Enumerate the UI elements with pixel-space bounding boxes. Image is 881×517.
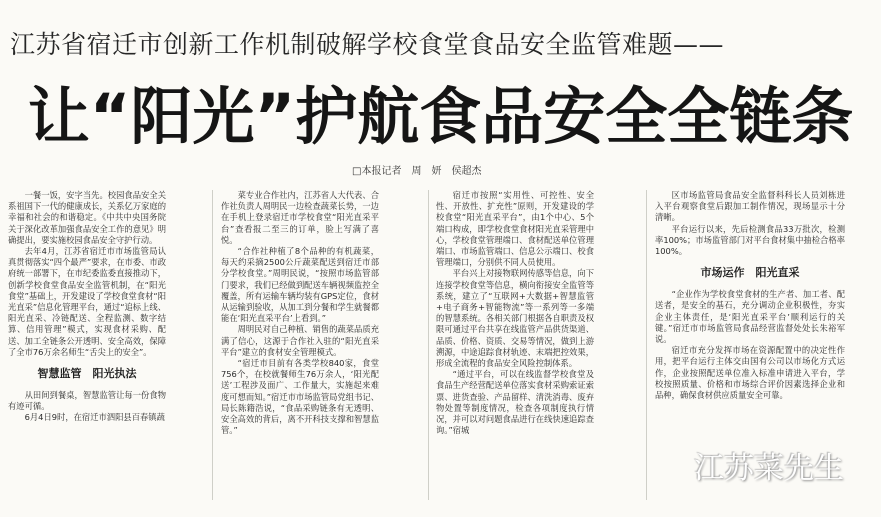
- paragraph: 从田间到餐桌，智慧监管让每一份食物有迹可循。: [8, 390, 166, 412]
- section-heading-market-operation: 市场运作 阳光直采: [700, 266, 800, 280]
- article-byline: □本报记者 周 妍 侯超杰: [352, 166, 482, 177]
- paragraph: “企业作为学校食堂食材的生产者、加工者、配送者，是安全的基石，充分调动企业积极性，夯实企业主体责任，是‘阳光直采平台’顺利运行的关键。”宿迁市市场监管局食品经营监督处处长朱裕军说。: [655, 289, 845, 345]
- paragraph: 宿迁市按照“实用性、可控性、安全性、开放性、扩充性”原则，开发建设的学校食堂“阳光直采平台”，由1个中心、5个端口构成，即学校食堂食材阳光直采管理中心，学校食堂管理端口、食材配送单位管理端口、市场监管端口、信息公示端口、校食管理端口，分别供不同人员使用。: [436, 190, 594, 268]
- column-divider: [646, 190, 647, 500]
- article-column-2: [221, 190, 379, 510]
- article-headline: 让“阳光”护航食品安全全链条: [27, 80, 854, 153]
- paragraph: 一餐一饭，安字当先。校园食品安全关系祖国下一代的健康成长，关系亿万家庭的幸福和社会的和谐稳定。《中共中央国务院关于深化改革加强食品安全工作的意见》明确提出，要实施校园食品安全守护行动。: [8, 190, 166, 245]
- paragraph: “通过平台，可以在线监督学校食堂及食品生产经营配送单位落实食材采购索证索票、进货查验、产品留样、清洗消毒、废弃物处置等制度情况，检查各项制度执行情况，并可以对问题食品进行在线快速追踪查询。”宿城: [436, 369, 594, 436]
- paragraph: “宿迁市目前有各类学校840家，食堂756个，在校就餐师生76万余人，‘阳光配送’工程涉及面广、工作量大，实施起来难度可想而知。”宿迁市市场监管局党组书记、局长陈籍浩说，“食品采购链条有无透明、安全高效的背后，离不开科技支撑和智慧监管。”: [221, 358, 379, 436]
- paragraph: 宿迁市充分发挥市场在资源配置中的决定性作用，把平台运行主体交由国有公司以市场化方式运作，企业按照配送单位准入标准申请进入平台，学校按照质量、价格和市场综合评价因素选择企业和品种，确保食材供应质量安全可靠。: [655, 345, 845, 401]
- paragraph: 6月4日9时，在宿迁市泗阳县百春镇蔬: [24, 412, 165, 423]
- column-divider: [428, 190, 429, 500]
- paragraph: 平台运行以来，先后检测食品33万批次，检测率100%；市场监管部门对平台食材集中抽检合格率100%。: [655, 223, 845, 257]
- article-subtitle: 江苏省宿迁市创新工作机制破解学校食堂食品安全监管难题——: [10, 30, 725, 59]
- paragraph: 去年4月，江苏省宿迁市市场监管局认真贯彻落实“四个最严”要求，在市委、市政府统一部署下，在市纪委监委直接推动下，创新学校食堂食品安全监管机制，在“阳光食堂”基础上，开发建设了学校食堂食材“阳光直采”信息化管理平台，通过“追标上线、阳光直采、冷链配送、全程监测、数字结算、信用管理”模式，实现食材采购、配送、加工全链条公开透明、安全高效，保障了全市76万余名师生“舌尖上的安全”。: [8, 246, 166, 357]
- watermark-text: 江苏菜先生: [694, 451, 844, 486]
- paragraph: 区市场监管局食品安全监督科科长人员刘栋进入平台观察食堂后跟加工制作情况，现场显示十分清晰。: [655, 190, 845, 223]
- article-column-3: [436, 190, 594, 510]
- article-column-1: [8, 190, 166, 510]
- column-divider: [212, 190, 213, 500]
- paragraph: 平台兴上对接物联网传感等信息，向下连接学校食堂等信息，横向衔接安全监管等系统，建立了“互联网+大数据+智慧监管+电子商务+智能物流”等一系列等一多端的智慧系统。各相关部门根据各自职责及权限可通过平台共享在线监管产品供货渠道、品质、价格、资质、交易等情况，做到上游溯源，中途追踪食材轨迹、末端把控效果，形成全流程的食品安全风险控制体系。: [436, 268, 594, 369]
- paragraph: 菜专业合作社内，江苏省人大代表、合作社负责人周明民一边检查蔬菜长势，一边在手机上登录宿迁市学校食堂“阳光直采平台”查看报二至三的订单，脸上写满了喜悦。: [221, 190, 379, 245]
- paragraph: 周明民对自己种植、销售的蔬菜品质充满了信心，这源于合作社入驻的“阳光直采平台”建立的食材安全管理模式。: [221, 324, 379, 357]
- paragraph: “合作社种植了8个品种的有机蔬菜，每天约采摘2500公斤蔬菜配送到宿迁市部分学校食堂。”周明民说，“按照市场监管部门要求，我们已经做到配送车辆视频监控全覆盖，所有运输车辆均装有GPS定位，食材从运输到验收，从加工到分餐和学生就餐都能在‘阳光直采平台’上看到。”: [221, 246, 379, 324]
- section-heading-smart-supervision: 智慧监管 阳光执法: [37, 367, 137, 381]
